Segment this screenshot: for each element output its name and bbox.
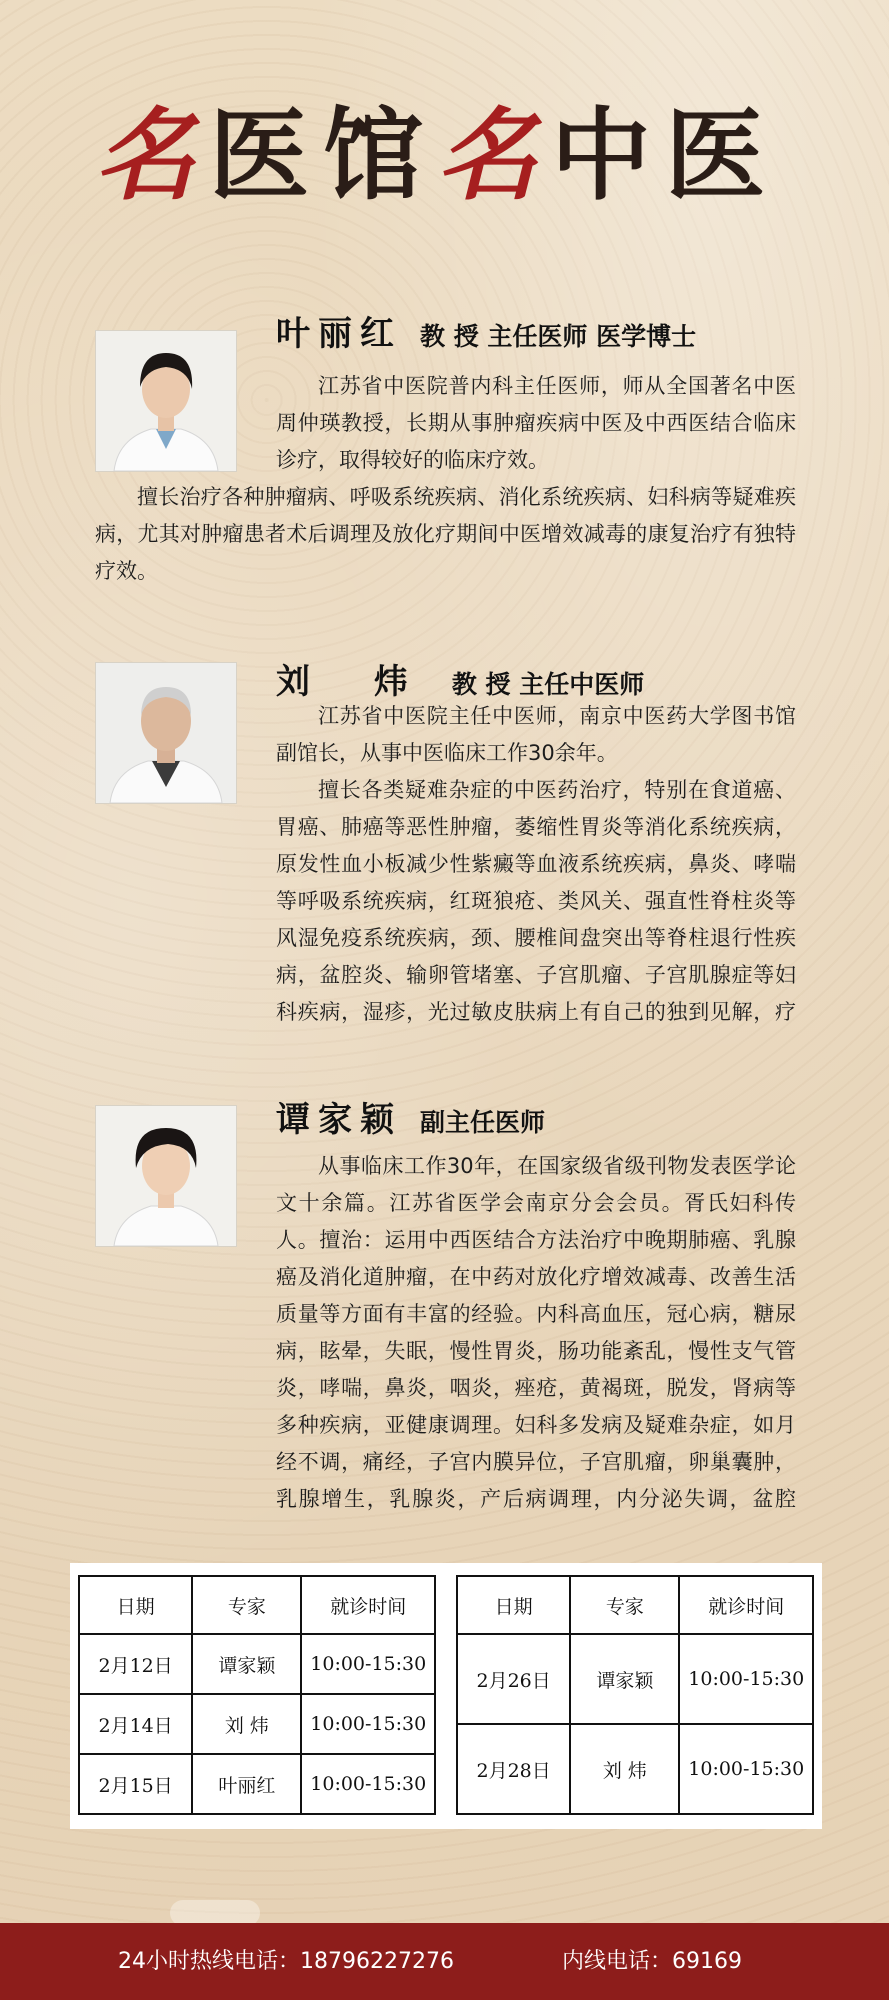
female-doctor-portrait-icon [96, 1106, 236, 1246]
bio-paragraph-continued: 质量等方面有丰富的经验。内科高血压，冠心病，糖尿病，眩晕，失眠，慢性胃炎，肠功能紊乱，慢性支气管炎，哮喘，鼻炎，咽炎，痤疮，黄褐斑，脱发，肾病等多种疾病，亚健康调理。妇科多发病及疑难杂症，如月经不调，痛经，子宫内膜异位，子宫肌瘤，卵巢囊肿，乳腺增生，乳腺炎，产后病调理，内分泌失调，盆腔 [276, 1302, 796, 1511]
header-time: 就诊时间 [679, 1576, 813, 1634]
doctor-bio-intro [276, 368, 796, 479]
title-char-3: 名 [437, 96, 551, 214]
header-date: 日期 [79, 1576, 192, 1634]
footer-bar [0, 1923, 889, 2000]
cell-date: 2月14日 [79, 1694, 192, 1754]
cell-expert: 谭家颖 [192, 1634, 301, 1694]
page-title [95, 80, 815, 230]
doctor-bio-intro [276, 698, 796, 772]
male-doctor-portrait-icon [96, 663, 236, 803]
bio-paragraph-continued: 等呼吸系统疾病，红斑狼疮、类风关、强直性脊柱炎等风湿免疫系统疾病，颈、腰椎间盘突出等脊柱退行性疾病，盆腔炎、输卵管堵塞、子宫肌瘤、子宫肌腺症等妇科疾病，湿疹，光过敏皮肤病上有自己的独到见解，疗 [276, 889, 796, 1024]
title-chars-4: 中医 [551, 96, 779, 214]
schedule-table-right [456, 1575, 814, 1815]
doctor-name: 谭家颖 [276, 1100, 402, 1140]
cell-date: 2月26日 [457, 1634, 570, 1724]
cell-time: 10:00-15:30 [301, 1694, 435, 1754]
cell-date: 2月12日 [79, 1634, 192, 1694]
header-time: 就诊时间 [301, 1576, 435, 1634]
doctor-titles: 教 授 主任医师 医学博士 [420, 322, 697, 351]
cell-expert: 谭家颖 [570, 1634, 679, 1724]
table-row [79, 1634, 435, 1694]
table-row [79, 1694, 435, 1754]
bio-paragraph: 擅长治疗各种肿瘤病、呼吸系统疾病、消化系统疾病、妇科病等疑难疾病，尤其对肿瘤患者术后调理及放化疗期间中医增效减毒的康复治疗有独特疗效。 [95, 485, 796, 583]
cell-time: 10:00-15:30 [301, 1754, 435, 1814]
bio-paragraph: 江苏省中医院普内科主任医师，师从全国著名中医周仲瑛教授，长期从事肿瘤疾病中医及中西医结合临床诊疗，取得较好的临床疗效。 [276, 374, 796, 472]
doctor-name: 叶丽红 [276, 314, 402, 354]
cell-expert: 叶丽红 [192, 1754, 301, 1814]
doctor-header [276, 1092, 545, 1141]
cell-date: 2月28日 [457, 1724, 570, 1814]
title-chars-2: 医馆 [209, 96, 437, 214]
poster-title [0, 80, 889, 230]
bio-paragraph: 江苏省中医院主任中医师，南京中医药大学图书馆副馆长，从事中医临床工作30余年。 [276, 704, 796, 765]
female-doctor-portrait-icon [96, 331, 236, 471]
cell-time: 10:00-15:30 [679, 1634, 813, 1724]
doctor-header [276, 654, 644, 703]
internal-line-text: 内线电话：69169 [562, 1949, 742, 1974]
header-expert: 专家 [570, 1576, 679, 1634]
doctor-name: 刘 炜 [276, 662, 434, 702]
doctor-photo [95, 330, 237, 472]
bio-paragraph: 从事临床工作30年，在国家级省级刊物发表医学论文十余篇。江苏省医学会南京分会会员。胥氏妇科传人。擅治：运用中西医结合方法治疗中晚期肺癌、乳腺癌及消化道肿瘤，在中药对放化疗增效减毒、改善生活 [276, 1154, 796, 1289]
cell-time: 10:00-15:30 [301, 1634, 435, 1694]
doctor-photo [95, 1105, 237, 1247]
hotline-text: 24小时热线电话：18796227276 [118, 1949, 454, 1974]
cell-expert: 刘 炜 [570, 1724, 679, 1814]
header-date: 日期 [457, 1576, 570, 1634]
doctor-bio-specialty-bottom [95, 883, 796, 1031]
cell-expert: 刘 炜 [192, 1694, 301, 1754]
header-expert: 专家 [192, 1576, 301, 1634]
bio-paragraph: 擅长各类疑难杂症的中医药治疗，特别在食道癌、胃癌、肺癌等恶性肿瘤，萎缩性胃炎等消化系统疾病，原发性血小板减少性紫癜等血液系统疾病，鼻炎、哮喘 [276, 778, 796, 876]
doctor-bio-bottom [95, 1296, 796, 1518]
schedule-table-left [78, 1575, 436, 1815]
table-row [457, 1634, 813, 1724]
table-row [457, 1724, 813, 1814]
doctor-bio-top [276, 1148, 796, 1296]
doctor-header [276, 306, 696, 355]
table-row [79, 1754, 435, 1814]
doctor-titles: 教 授 主任中医师 [451, 670, 645, 699]
cell-date: 2月15日 [79, 1754, 192, 1814]
cell-time: 10:00-15:30 [679, 1724, 813, 1814]
doctor-bio-specialty-top [276, 772, 796, 883]
doctor-bio-specialty [95, 479, 796, 590]
title-char-1: 名 [95, 96, 209, 214]
doctor-titles: 副主任医师 [420, 1108, 546, 1137]
schedule-panel [70, 1563, 822, 1829]
doctor-photo [95, 662, 237, 804]
